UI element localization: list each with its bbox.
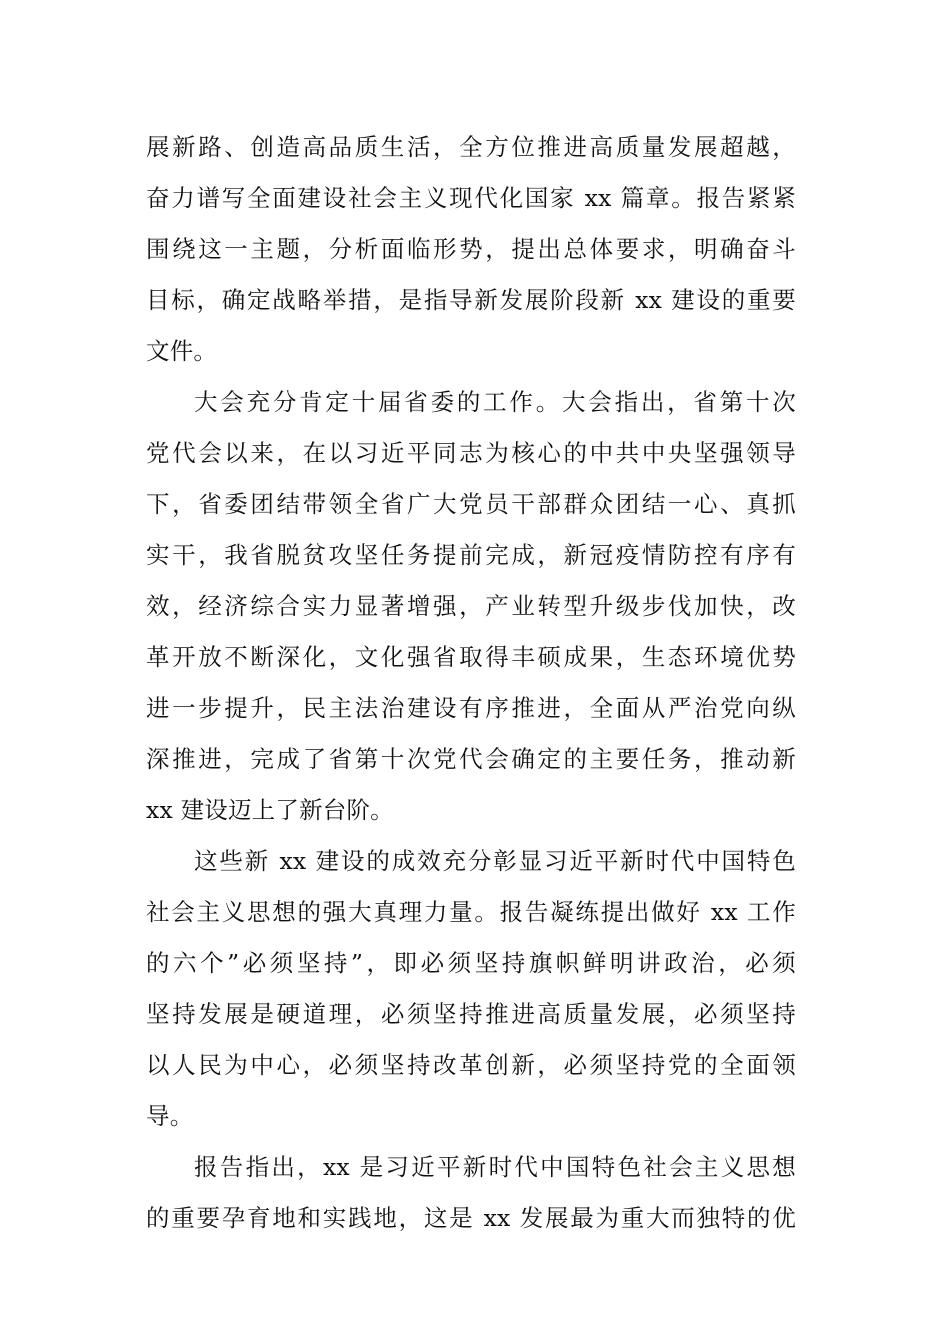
paragraph-1-line-2: 奋力谱写全面建设社会主义现代化国家 xx 篇章。报告紧紧: [146, 184, 796, 212]
paragraph-1-line-4: 目标，确定战略举措，是指导新发展阶段新 xx 建设的重要: [146, 286, 796, 314]
paragraph-3-line-5: 以人民为中心，必须坚持改革创新，必须坚持党的全面领: [146, 1051, 796, 1079]
paragraph-1-line-1: 展新路、创造高品质生活，全方位推进高质量发展超越，: [146, 133, 796, 161]
paragraph-3-line-6: 导。: [146, 1102, 194, 1130]
paragraph-1-line-5: 文件。: [146, 337, 218, 365]
paragraph-3-line-3: 的六个”必须坚持”，即必须坚持旗帜鲜明讲政治，必须: [146, 949, 796, 977]
paragraph-3-line-1: 这些新 xx 建设的成效充分彰显习近平新时代中国特色: [194, 847, 796, 875]
paragraph-3-line-4: 坚持发展是硬道理，必须坚持推进高质量发展，必须坚持: [146, 1000, 796, 1028]
paragraph-3-line-2: 社会主义思想的强大真理力量。报告凝练提出做好 xx 工作: [146, 898, 796, 926]
paragraph-2-line-2: 党代会以来，在以习近平同志为核心的中共中央坚强领导: [146, 439, 796, 467]
paragraph-2-line-6: 革开放不断深化，文化强省取得丰硕成果，生态环境优势: [146, 643, 796, 671]
paragraph-2-line-5: 效，经济综合实力显著增强，产业转型升级步伐加快，改: [146, 592, 796, 620]
paragraph-2-line-9: xx 建设迈上了新台阶。: [146, 796, 394, 824]
paragraph-4-line-2: 的重要孕育地和实践地，这是 xx 发展最为重大而独特的优: [146, 1204, 796, 1232]
paragraph-2-line-4: 实干，我省脱贫攻坚任务提前完成，新冠疫情防控有序有: [146, 541, 796, 569]
paragraph-2-line-7: 进一步提升，民主法治建设有序推进，全面从严治党向纵: [146, 694, 796, 722]
paragraph-1-line-3: 围绕这一主题，分析面临形势，提出总体要求，明确奋斗: [146, 235, 796, 263]
paragraph-2-line-8: 深推进，完成了省第十次党代会确定的主要任务，推动新: [146, 745, 796, 773]
paragraph-4-line-1: 报告指出，xx 是习近平新时代中国特色社会主义思想: [194, 1153, 796, 1181]
paragraph-2-line-3: 下，省委团结带领全省广大党员干部群众团结一心、真抓: [146, 490, 796, 518]
paragraph-2-line-1: 大会充分肯定十届省委的工作。大会指出，省第十次: [194, 388, 796, 416]
